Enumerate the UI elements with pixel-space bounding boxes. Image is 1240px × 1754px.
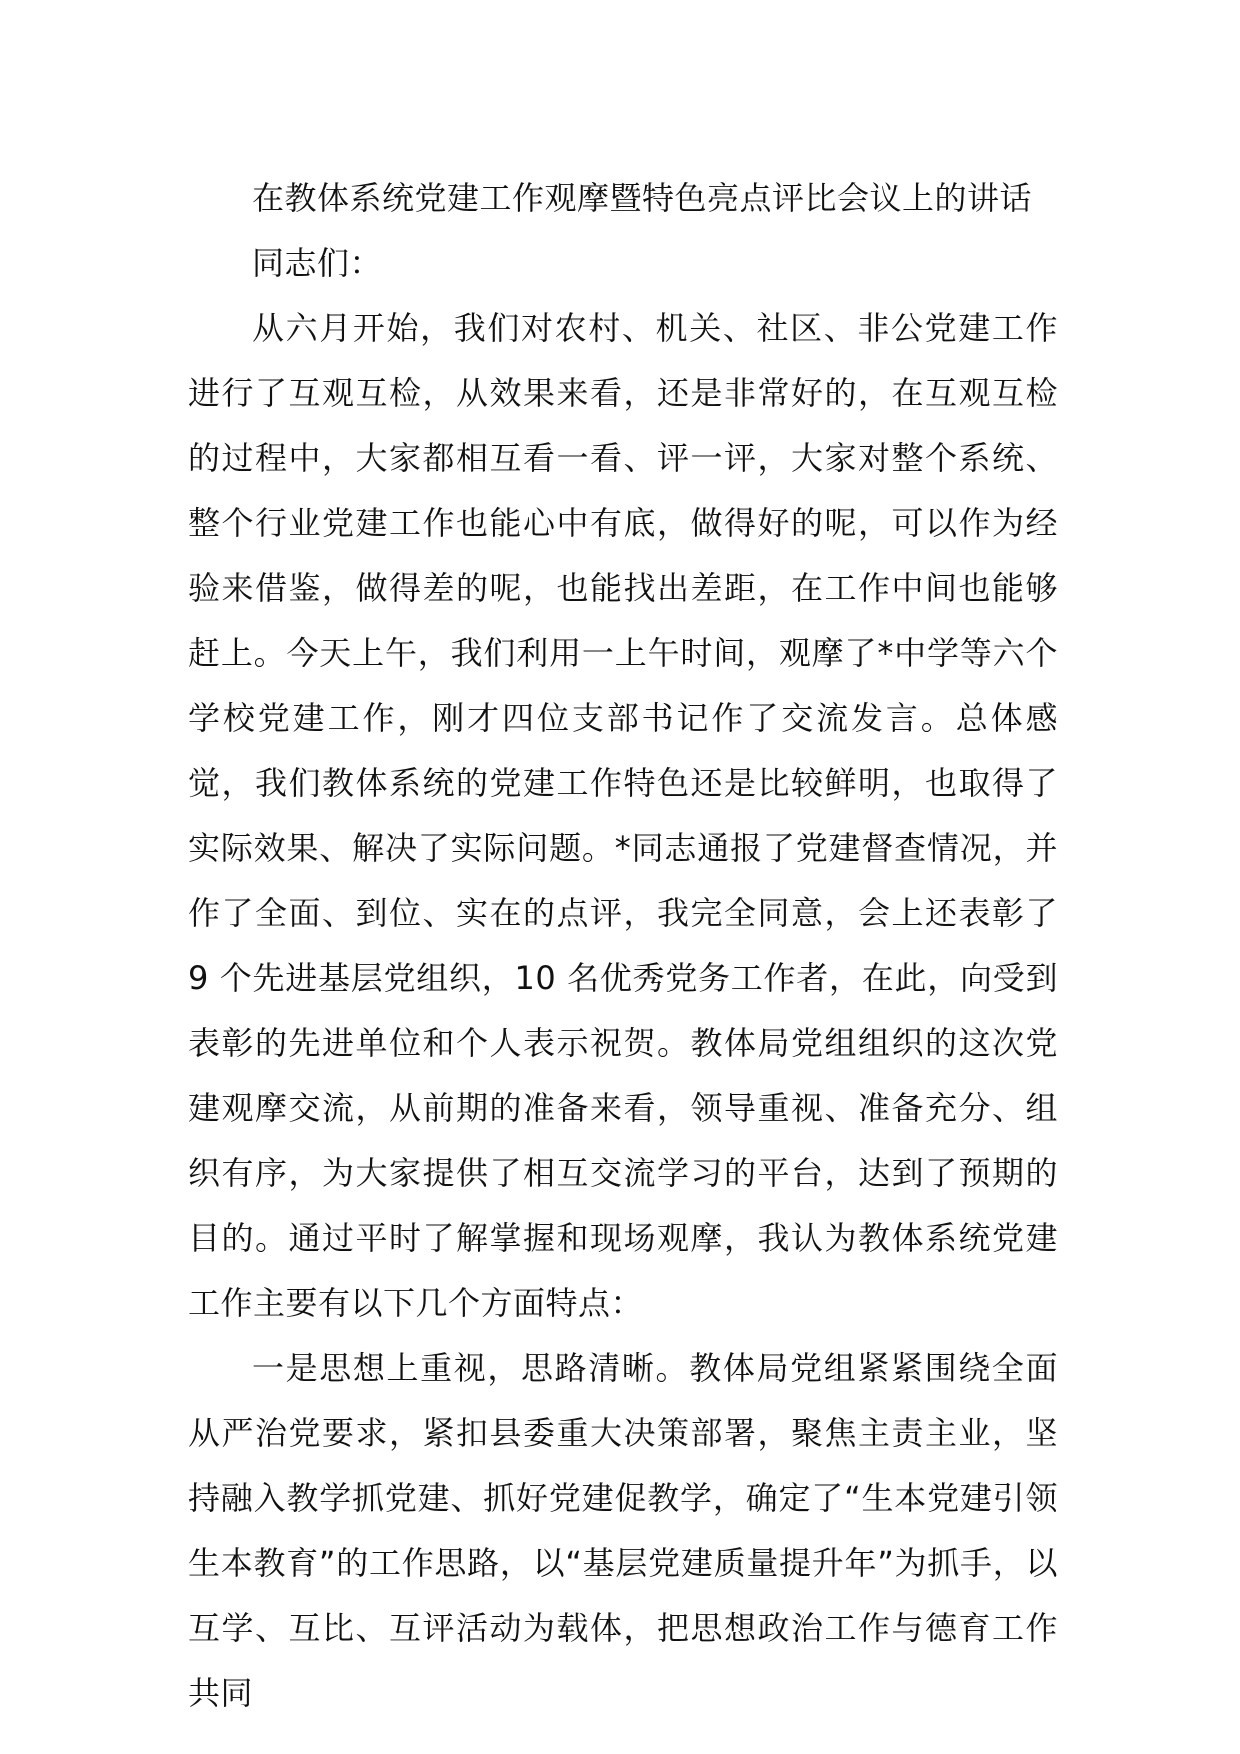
- paragraph-intro: 从六月开始，我们对农村、机关、社区、非公党建工作进行了互观互检，从效果来看，还是非常好的，在互观互检的过程中，大家都相互看一看、评一评，大家对整个系统、整个行业党建工作也能心中有底，做得好的呢，可以作为经验来借鉴，做得差的呢，也能找出差距，在工作中间也能够赶上。今天上午，我们利用一上午时间，观摩了*中学等六个学校党建工作，刚才四位支部书记作了交流发言。总体感觉，我们教体系统的党建工作特色还是比较鲜明，也取得了实际效果、解决了实际问题。*同志通报了党建督查情况，并作了全面、到位、实在的点评，我完全同意，会上还表彰了 9 个先进基层党组织，10 名优秀党务工作者，在此，向受到表彰的先进单位和个人表示祝贺。教体局党组组织的这次党建观摩交流，从前期的准备来看，领导重视、准备充分、组织有序，为大家提供了相互交流学习的平台，达到了预期的目的。通过平时了解掌握和现场观摩，我认为教体系统党建工作主要有以下几个方面特点：: [188, 309, 1058, 1322]
- document-body: [188, 166, 1058, 1726]
- document-title: 在教体系统党建工作观摩暨特色亮点评比会议上的讲话: [252, 179, 1033, 217]
- paragraph-point-one: 一是思想上重视，思路清晰。教体局党组紧紧围绕全面从严治党要求，紧扣县委重大决策部署，聚焦主责主业，坚持融入教学抓党建、抓好党建促教学，确定了“生本党建引领生本教育”的工作思路，以“基层党建质量提升年”为抓手，以互学、互比、互评活动为载体，把思想政治工作与德育工作共同: [188, 1349, 1058, 1712]
- salutation: 同志们：: [252, 244, 383, 282]
